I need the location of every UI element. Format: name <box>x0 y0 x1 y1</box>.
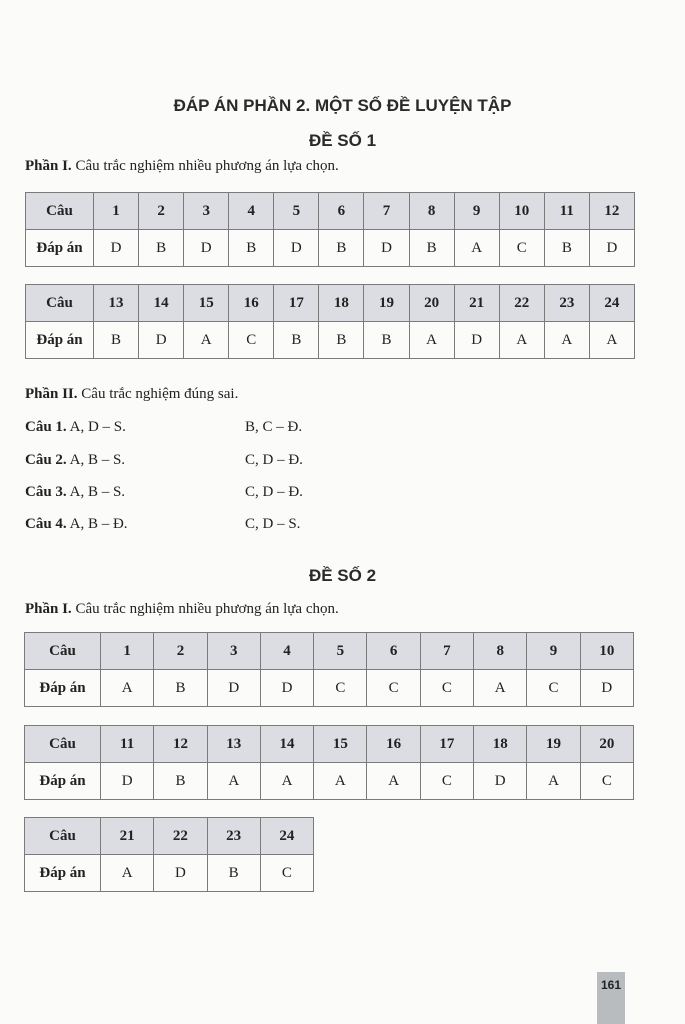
tf-first: A, B – S. <box>69 484 126 500</box>
answer-cell: A <box>527 763 580 800</box>
tf-label: Câu 2. <box>25 452 67 468</box>
answer-cell: B <box>544 230 589 267</box>
question-number-cell: 24 <box>260 818 313 855</box>
answer-cell: A <box>454 230 499 267</box>
question-number-cell: 2 <box>154 633 207 670</box>
question-number-cell: 19 <box>364 285 409 322</box>
row-label-cau: Câu <box>25 818 101 855</box>
answer-cell: B <box>94 322 139 359</box>
question-number-cell: 4 <box>260 633 313 670</box>
tf-second: B, C – Đ. <box>245 419 303 435</box>
answer-row <box>25 763 634 800</box>
question-row <box>25 818 314 855</box>
answer-cell: D <box>94 230 139 267</box>
question-number-cell: 23 <box>544 285 589 322</box>
answer-cell: D <box>154 855 207 892</box>
question-number-cell: 10 <box>580 633 633 670</box>
question-number-cell: 23 <box>207 818 260 855</box>
question-number-cell: 6 <box>319 193 364 230</box>
question-number-cell: 18 <box>474 726 527 763</box>
de1-answer-table-1 <box>25 192 635 267</box>
question-number-cell: 22 <box>154 818 207 855</box>
question-number-cell: 19 <box>527 726 580 763</box>
question-number-cell: 1 <box>94 193 139 230</box>
answer-cell: C <box>367 670 420 707</box>
answer-cell: B <box>319 230 364 267</box>
question-number-cell: 9 <box>454 193 499 230</box>
question-row <box>25 633 634 670</box>
de2-answer-table-3 <box>24 817 314 892</box>
de2-part1-line <box>25 601 339 618</box>
question-number-cell: 15 <box>314 726 367 763</box>
row-label-dap-an: Đáp án <box>25 855 101 892</box>
answer-cell: A <box>367 763 420 800</box>
answer-cell: D <box>589 230 634 267</box>
question-number-cell: 11 <box>544 193 589 230</box>
question-number-cell: 20 <box>580 726 633 763</box>
question-number-cell: 11 <box>101 726 154 763</box>
question-number-cell: 8 <box>409 193 454 230</box>
question-number-cell: 13 <box>207 726 260 763</box>
question-number-cell: 12 <box>589 193 634 230</box>
answer-cell: B <box>154 670 207 707</box>
de1-part1-text: Câu trắc nghiệm nhiều phương án lựa chọn. <box>75 158 339 174</box>
answer-cell: D <box>139 322 184 359</box>
tf-second: C, D – Đ. <box>245 452 303 468</box>
question-row <box>26 193 635 230</box>
answer-cell: D <box>260 670 313 707</box>
de2-part1-text: Câu trắc nghiệm nhiều phương án lựa chọn. <box>75 601 339 617</box>
row-label-dap-an: Đáp án <box>26 230 94 267</box>
tf-label: Câu 3. <box>25 484 67 500</box>
tf-label: Câu 1. <box>25 419 67 435</box>
question-number-cell: 7 <box>364 193 409 230</box>
de1-tf-row-4 <box>25 516 128 533</box>
de1-part2-line <box>25 386 238 403</box>
tf-label: Câu 4. <box>25 516 67 532</box>
de1-tf-row-2 <box>25 452 125 469</box>
question-number-cell: 4 <box>229 193 274 230</box>
question-number-cell: 17 <box>274 285 319 322</box>
answer-cell: D <box>274 230 319 267</box>
answer-cell: B <box>139 230 184 267</box>
tf-second: C, D – Đ. <box>245 484 303 500</box>
answer-cell: A <box>544 322 589 359</box>
answer-row <box>26 322 635 359</box>
question-number-cell: 16 <box>367 726 420 763</box>
question-number-cell: 22 <box>499 285 544 322</box>
answer-cell: C <box>229 322 274 359</box>
answer-cell: C <box>314 670 367 707</box>
question-number-cell: 13 <box>94 285 139 322</box>
de1-part1-label: Phần I. <box>25 158 72 174</box>
answer-cell: A <box>499 322 544 359</box>
page-heading: ĐÁP ÁN PHẦN 2. MỘT SỐ ĐỀ LUYỆN TẬP <box>173 96 512 115</box>
answer-cell: B <box>207 855 260 892</box>
question-number-cell: 15 <box>184 285 229 322</box>
de1-tf-row-3 <box>25 484 125 501</box>
answer-cell: A <box>314 763 367 800</box>
question-number-cell: 3 <box>207 633 260 670</box>
question-number-cell: 14 <box>260 726 313 763</box>
row-label-dap-an: Đáp án <box>25 763 101 800</box>
answer-cell: D <box>101 763 154 800</box>
question-number-cell: 2 <box>139 193 184 230</box>
page-number: 161 <box>597 972 625 1024</box>
de2-part1-label: Phần I. <box>25 601 72 617</box>
answer-cell: C <box>499 230 544 267</box>
answer-cell: A <box>184 322 229 359</box>
row-label-cau: Câu <box>26 285 94 322</box>
answer-row <box>26 230 635 267</box>
row-label-dap-an: Đáp án <box>25 670 101 707</box>
answer-cell: D <box>454 322 499 359</box>
question-row <box>26 285 635 322</box>
question-number-cell: 24 <box>589 285 634 322</box>
question-number-cell: 21 <box>454 285 499 322</box>
answer-cell: C <box>527 670 580 707</box>
tf-first: A, B – Đ. <box>69 516 128 532</box>
question-number-cell: 5 <box>314 633 367 670</box>
answer-cell: D <box>474 763 527 800</box>
answer-cell: A <box>101 855 154 892</box>
answer-cell: A <box>101 670 154 707</box>
answer-cell: C <box>420 670 473 707</box>
answer-row <box>25 670 634 707</box>
answer-cell: D <box>207 670 260 707</box>
de2-answer-table-1 <box>24 632 634 707</box>
question-number-cell: 7 <box>420 633 473 670</box>
answer-cell: D <box>580 670 633 707</box>
de1-tf-row-1 <box>25 419 126 436</box>
question-number-cell: 10 <box>499 193 544 230</box>
question-number-cell: 8 <box>474 633 527 670</box>
row-label-dap-an: Đáp án <box>26 322 94 359</box>
question-number-cell: 21 <box>101 818 154 855</box>
answer-cell: C <box>420 763 473 800</box>
row-label-cau: Câu <box>25 633 101 670</box>
de1-part2-text: Câu trắc nghiệm đúng sai. <box>81 386 239 402</box>
de2-title: ĐỀ SỐ 2 <box>308 566 377 585</box>
answer-cell: A <box>409 322 454 359</box>
answer-cell: A <box>589 322 634 359</box>
answer-cell: A <box>474 670 527 707</box>
question-number-cell: 6 <box>367 633 420 670</box>
answer-cell: B <box>274 322 319 359</box>
de1-part2-label: Phần II. <box>25 386 78 402</box>
answer-cell: B <box>319 322 364 359</box>
answer-cell: A <box>260 763 313 800</box>
question-number-cell: 12 <box>154 726 207 763</box>
question-number-cell: 17 <box>420 726 473 763</box>
question-number-cell: 14 <box>139 285 184 322</box>
question-row <box>25 726 634 763</box>
tf-second: C, D – S. <box>245 516 301 532</box>
answer-cell: C <box>260 855 313 892</box>
answer-cell: C <box>580 763 633 800</box>
answer-cell: A <box>207 763 260 800</box>
question-number-cell: 16 <box>229 285 274 322</box>
answer-cell: D <box>364 230 409 267</box>
de1-part1-line <box>25 158 339 175</box>
answer-cell: B <box>154 763 207 800</box>
de2-answer-table-2 <box>24 725 634 800</box>
answer-cell: B <box>364 322 409 359</box>
row-label-cau: Câu <box>26 193 94 230</box>
answer-cell: D <box>184 230 229 267</box>
question-number-cell: 3 <box>184 193 229 230</box>
answer-cell: B <box>409 230 454 267</box>
tf-first: A, D – S. <box>69 419 126 435</box>
de1-answer-table-2 <box>25 284 635 359</box>
question-number-cell: 5 <box>274 193 319 230</box>
question-number-cell: 9 <box>527 633 580 670</box>
tf-first: A, B – S. <box>69 452 126 468</box>
de1-title: ĐỀ SỐ 1 <box>308 131 377 150</box>
answer-row <box>25 855 314 892</box>
answer-cell: B <box>229 230 274 267</box>
question-number-cell: 1 <box>101 633 154 670</box>
question-number-cell: 18 <box>319 285 364 322</box>
row-label-cau: Câu <box>25 726 101 763</box>
question-number-cell: 20 <box>409 285 454 322</box>
